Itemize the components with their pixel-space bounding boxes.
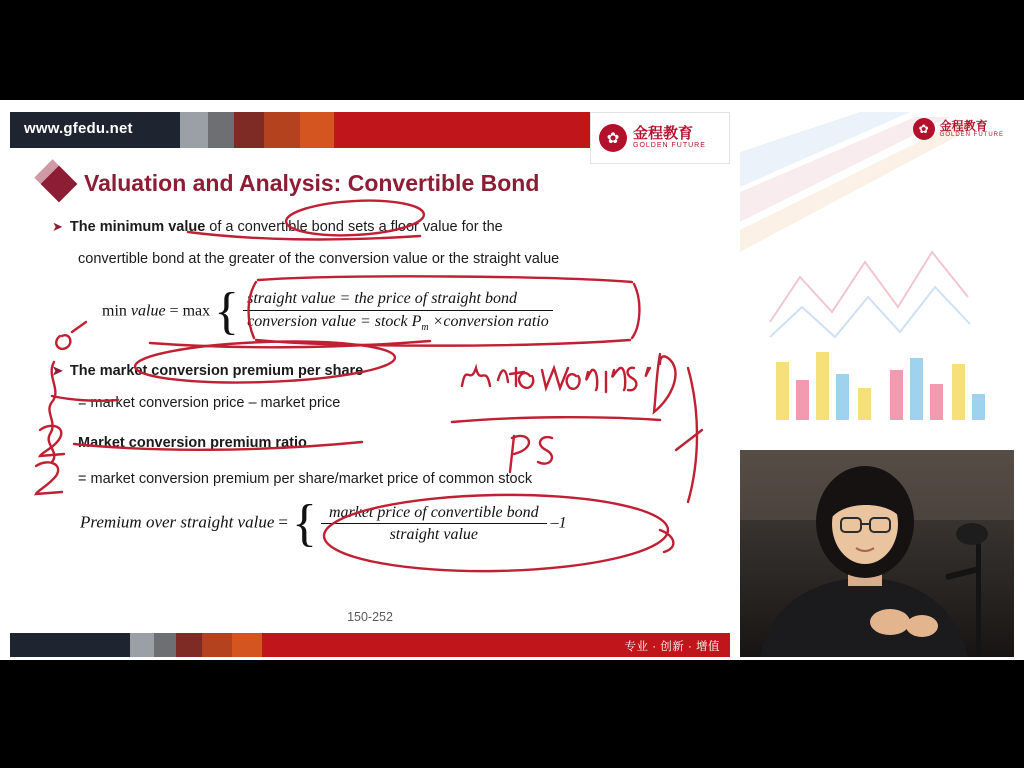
left-brace-icon: { <box>214 282 240 340</box>
formula-premium-over-straight <box>80 495 567 552</box>
site-url: www.gfedu.net <box>24 120 133 137</box>
bullet-1 <box>52 216 712 238</box>
bullet-2-label: The market conversion premium per share <box>69 363 364 379</box>
formula-lhs-it: value <box>130 302 166 320</box>
brand-seal-icon-2: ✿ <box>913 118 935 140</box>
diamond-bullet-icon <box>41 165 78 202</box>
page-title: Valuation and Analysis: Convertible Bond <box>84 170 540 196</box>
formula-case-2a: conversion value = stock P <box>247 313 422 330</box>
slide-title-row <box>36 170 539 197</box>
formula2-lhs: Premium over straight value <box>80 512 275 532</box>
formula-case-2-sub: m <box>421 322 429 334</box>
slide-footer-band <box>10 633 730 657</box>
formula-cases <box>243 288 553 335</box>
brand-seal-icon: ✿ <box>599 124 627 152</box>
formula2-numerator: market price of convertible bond <box>321 504 547 524</box>
bullet-1-strong: The minimum value <box>69 219 206 235</box>
formula-eq: = max <box>165 302 211 320</box>
brand-logo <box>590 112 730 164</box>
brand-name-en-2: GOLDEN FUTURE <box>939 132 1004 139</box>
bullet-3: Market conversion premium ratio <box>78 435 307 451</box>
bullet-1-cont: convertible bond at the greater of the conversion value or the straight value <box>78 251 560 267</box>
formula2-denominator: straight value <box>389 526 479 543</box>
formula2-eq: = <box>278 512 288 532</box>
bullet-3-body: = market conversion premium per share/market price of common stock <box>78 471 533 487</box>
instructor-webcam <box>740 450 1014 657</box>
bullet-2 <box>52 360 363 382</box>
webcam-image <box>740 450 1014 657</box>
formula-case-2 <box>243 311 553 335</box>
brand-name-en: GOLDEN FUTURE <box>633 142 706 150</box>
arrow-icon: ➤ <box>52 219 63 234</box>
formula-case-2b: ×conversion ratio <box>428 313 549 330</box>
bullet-2-body: = market conversion price – market price <box>78 395 341 411</box>
formula-case-1: straight value = the price of straight bond <box>243 288 553 311</box>
page-number: 150-252 <box>347 610 393 624</box>
formula-lhs-rm: min <box>102 302 131 320</box>
formula-min-value <box>102 282 553 340</box>
brand-name-cn-2: 金程教育 <box>939 118 988 133</box>
left-brace-icon-2: { <box>291 495 317 552</box>
brand-logo-secondary <box>913 118 1004 140</box>
footer-slogan: 专业 · 创新 · 增值 <box>624 641 720 653</box>
decorative-panel <box>740 112 1014 442</box>
brand-name-cn: 金程教育 <box>633 125 694 143</box>
presentation-slide <box>10 112 730 657</box>
decorative-graphic <box>740 112 1014 442</box>
arrow-icon-2: ➤ <box>52 363 63 378</box>
bullet-1-rest: of a convertible bond sets a floor value for the <box>205 219 503 235</box>
video-frame <box>0 100 1024 660</box>
formula2-tail: –1 <box>550 514 567 532</box>
formula2-fraction <box>321 504 547 544</box>
